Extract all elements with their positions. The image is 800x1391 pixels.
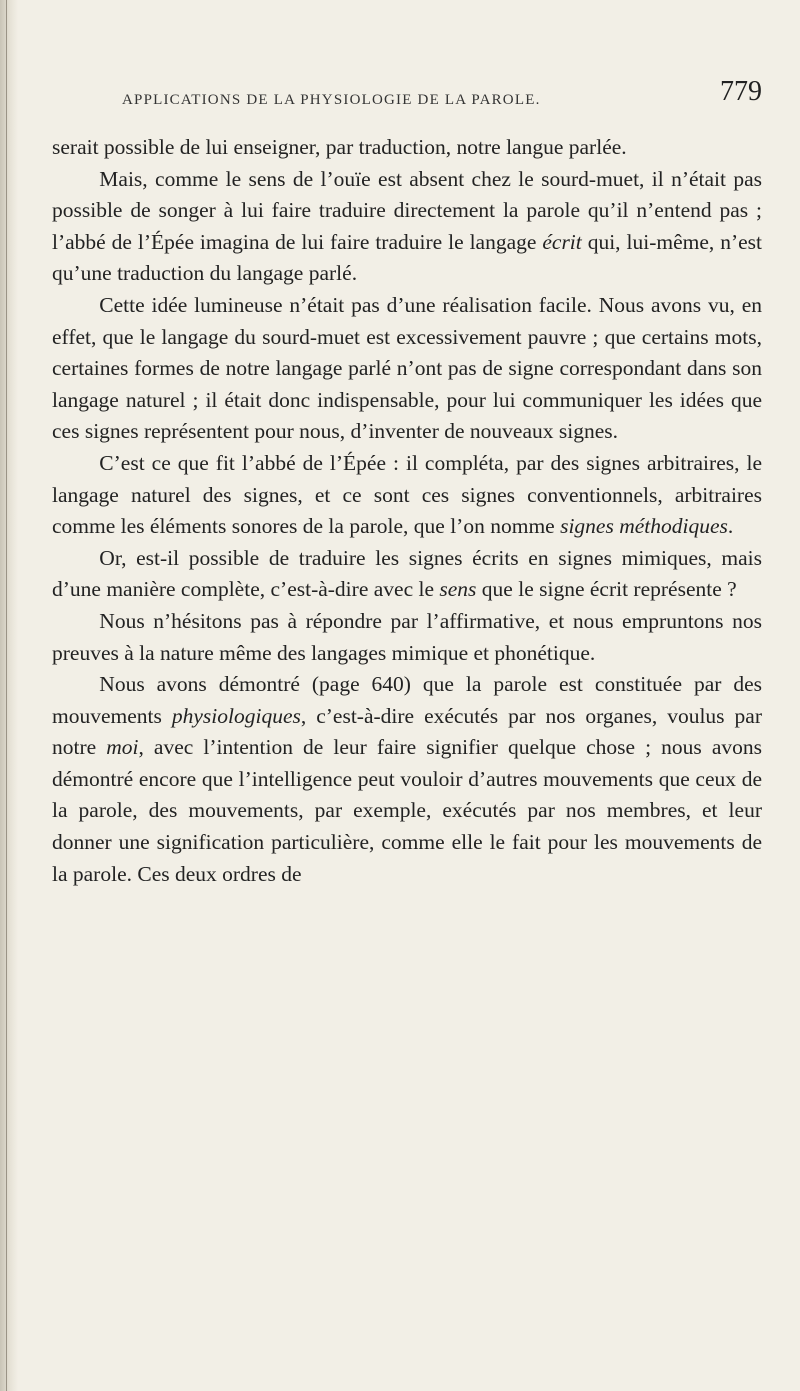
italic-run: moi bbox=[106, 735, 139, 760]
text-run: Nous avons démontré (page 640) que la parole est constituée par des mouvements bbox=[52, 672, 762, 728]
text-run: , c’est-à-dire exécutés par nos organes, voulus par notre bbox=[52, 703, 762, 760]
italic-run: sens bbox=[439, 577, 477, 602]
text-run: C’est ce que fit l’abbé de l’Épée : il compléta, par des signes arbitraires, le langage naturel des signes, et ce sont ces signes conventionnels, arbitraires comme les éléments sonores de la parole, que l’on nomme bbox=[52, 450, 762, 539]
italic-run: écrit bbox=[542, 229, 582, 254]
text-run: que le signe écrit représente ? bbox=[476, 577, 737, 602]
text-run: Mais, comme le sens de l’ouïe est absent chez le sourd-muet, il n’était pas possible de songer à lui faire traduire directement la parole qu’il n’entend pas ; l’abbé de l’Épée imagina de lui faire traduire le langage bbox=[52, 166, 762, 254]
text-run: Or, est-il possible de traduire les signes écrits en signes mimiques, mais d’une manière complète, c’est-à-dire avec le bbox=[52, 545, 762, 602]
paragraph bbox=[52, 448, 762, 543]
text-run: , avec l’intention de leur faire signifier quelque chose ; nous avons démontré encore que l’intelligence peut vouloir d’autres mouvements que ceux de la parole, des mouvements, par exemple, exécutés par nos membres, et leur donner une signification particulière, comme elle le fait pour les mouvements de la parole. Ces deux ordres de bbox=[52, 735, 762, 886]
text-run: qui, lui-même, n’est qu’une traduction du langage parlé. bbox=[52, 229, 762, 286]
page-number: 779 bbox=[720, 76, 762, 107]
paragraph bbox=[52, 669, 762, 890]
binding-line bbox=[6, 0, 7, 1391]
italic-run: signes méthodiques bbox=[560, 514, 728, 539]
text-run: Cette idée lumineuse n’était pas d’une réalisation facile. Nous avons vu, en effet, que le langage du sourd-muet est excessivement pauvre ; que certains mots, certaines formes de notre langage parlé n’ont pas de signe correspondant dans son langage naturel ; il était donc indispensable, pour lui communiquer les idées que ces signes représentent pour nous, d’inventer de nouveaux signes. bbox=[52, 292, 762, 444]
paragraph bbox=[52, 290, 762, 448]
paragraph bbox=[52, 132, 762, 164]
paragraph bbox=[52, 606, 762, 669]
running-head: APPLICATIONS DE LA PHYSIOLOGIE DE LA PAROLE. bbox=[122, 92, 541, 108]
page-header bbox=[52, 76, 762, 112]
paragraph bbox=[52, 543, 762, 606]
book-page bbox=[52, 76, 762, 890]
text-run: serait possible de lui enseigner, par traduction, notre langue parlée. bbox=[52, 135, 627, 159]
text-run: Nous n’hésitons pas à répondre par l’affirmative, et nous empruntons nos preuves à la nature même des langages mimique et phonétique. bbox=[52, 608, 762, 665]
body-text bbox=[52, 132, 762, 890]
text-run: . bbox=[727, 514, 734, 539]
paragraph bbox=[52, 164, 762, 290]
italic-run: physiologiques bbox=[171, 703, 301, 728]
book-spine-edge bbox=[0, 0, 18, 1391]
